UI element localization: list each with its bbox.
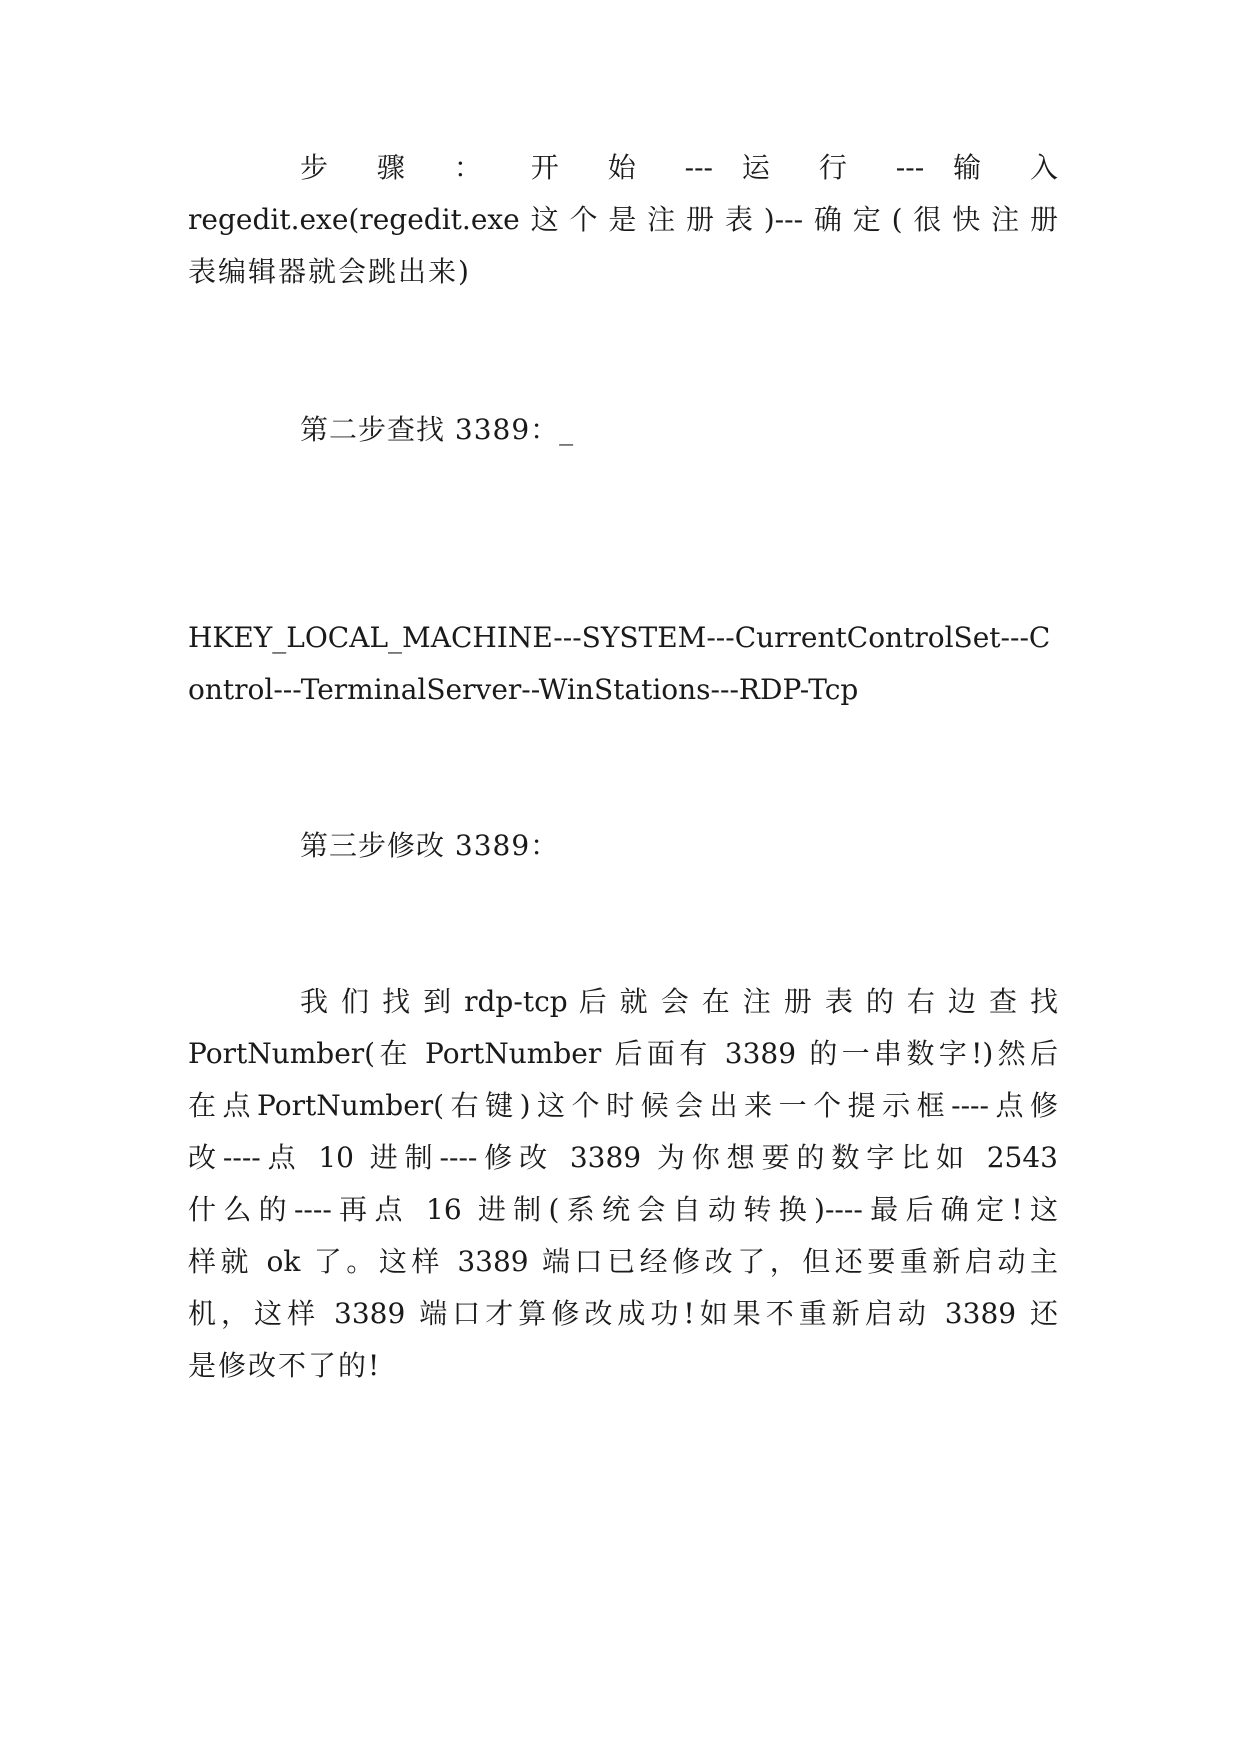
- text-line: 什么的----再点 16 进制(系统会自动转换)----最后确定!这: [188, 1193, 1058, 1226]
- text-line: 样就 ok 了。这样 3389 端口已经修改了，但还要重新启动主: [188, 1245, 1058, 1278]
- text-line: 表编辑器就会跳出来): [188, 255, 471, 288]
- text-line: 第三步修改 3389：: [300, 829, 560, 862]
- text-line: regedit.exe(regedit.exe这个是注册表)---确定(很快注册: [188, 203, 1058, 236]
- text-line: 是修改不了的!: [188, 1349, 382, 1382]
- text-line: 步 骤 ： 开 始 --- 运 行 --- 输 入: [300, 151, 1058, 184]
- text-line: PortNumber(在 PortNumber 后面有 3389 的一串数字!)然后: [188, 1037, 1058, 1070]
- text-line: 在点PortNumber(右键)这个时候会出来一个提示框----点修: [188, 1089, 1058, 1122]
- text-line: 改----点 10 进制----修改 3389 为你想要的数字比如 2543: [188, 1141, 1058, 1174]
- text-line: 机，这样 3389 端口才算修改成功!如果不重新启动 3389 还: [188, 1297, 1058, 1330]
- text-line: ontrol---TerminalServer--WinStations---RDP-Tcp: [188, 673, 859, 706]
- text-line: HKEY_LOCAL_MACHINE---SYSTEM---CurrentControlSet---C: [188, 621, 1051, 654]
- text-line: 我 们 找 到 rdp-tcp 后 就 会 在 注 册 表 的 右 边 查 找: [300, 985, 1058, 1018]
- text-line: 第二步查找 3389：_: [300, 413, 575, 446]
